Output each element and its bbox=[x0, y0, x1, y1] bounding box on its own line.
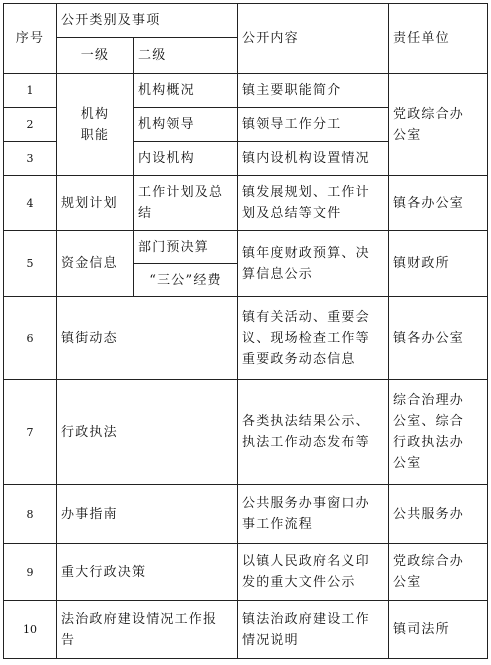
row-number: 10 bbox=[4, 601, 57, 659]
row-unit: 镇各办公室 bbox=[389, 176, 488, 231]
row-level1: 资金信息 bbox=[57, 231, 134, 297]
table-row bbox=[4, 380, 488, 485]
header-level1: 一级 bbox=[57, 38, 134, 74]
row-level1: 机构 职能 bbox=[57, 74, 134, 176]
row-category: 重大行政决策 bbox=[57, 544, 238, 601]
row-unit: 镇司法所 bbox=[389, 601, 488, 659]
row-category: 镇街动态 bbox=[57, 297, 238, 380]
row-level1: 规划计划 bbox=[57, 176, 134, 231]
header-category: 公开类别及事项 bbox=[57, 4, 238, 38]
row-level2-sub: “三公”经费 bbox=[134, 264, 238, 297]
row-number: 7 bbox=[4, 380, 57, 485]
row-number: 9 bbox=[4, 544, 57, 601]
row-number: 8 bbox=[4, 485, 57, 544]
row-level2: 机构概况 bbox=[134, 74, 238, 108]
row-unit: 镇财政所 bbox=[389, 231, 488, 297]
row-unit: 党政综合办 公室 bbox=[389, 544, 488, 601]
table-row bbox=[4, 601, 488, 659]
row-content: 镇年度财政预算、决 算信息公示 bbox=[238, 231, 389, 297]
row-unit: 公共服务办 bbox=[389, 485, 488, 544]
row-category: 行政执法 bbox=[57, 380, 238, 485]
row-content: 公共服务办事窗口办 事工作流程 bbox=[238, 485, 389, 544]
row-number: 1 bbox=[4, 74, 57, 108]
row-category: 办事指南 bbox=[57, 485, 238, 544]
row-content: 镇领导工作分工 bbox=[238, 108, 389, 142]
disclosure-table bbox=[3, 3, 488, 659]
table-row bbox=[4, 297, 488, 380]
header-no: 序号 bbox=[4, 4, 57, 74]
row-number: 5 bbox=[4, 231, 57, 297]
header-level2: 二级 bbox=[134, 38, 238, 74]
row-content: 各类执法结果公示、 执法工作动态发布等 bbox=[238, 380, 389, 485]
table-row bbox=[4, 74, 488, 108]
row-category: 法治政府建设情况工作报 告 bbox=[57, 601, 238, 659]
header-content: 公开内容 bbox=[238, 4, 389, 74]
row-unit: 党政综合办 公室 bbox=[389, 74, 488, 176]
row-content: 镇内设机构设置情况 bbox=[238, 142, 389, 176]
row-number: 4 bbox=[4, 176, 57, 231]
row-number: 3 bbox=[4, 142, 57, 176]
row-content: 以镇人民政府名义印 发的重大文件公示 bbox=[238, 544, 389, 601]
row-content: 镇主要职能简介 bbox=[238, 74, 389, 108]
row-content: 镇发展规划、工作计 划及总结等文件 bbox=[238, 176, 389, 231]
row-unit: 镇各办公室 bbox=[389, 297, 488, 380]
table-row bbox=[4, 485, 488, 544]
header-unit: 责任单位 bbox=[389, 4, 488, 74]
header-row bbox=[4, 4, 488, 38]
row-level2: 机构领导 bbox=[134, 108, 238, 142]
table-row bbox=[4, 544, 488, 601]
row-content: 镇有关活动、重要会 议、现场检查工作等 重要政务动态信息 bbox=[238, 297, 389, 380]
row-content: 镇法治政府建设工作 情况说明 bbox=[238, 601, 389, 659]
table-row bbox=[4, 176, 488, 231]
row-number: 2 bbox=[4, 108, 57, 142]
row-level2: 内设机构 bbox=[134, 142, 238, 176]
row-unit: 综合治理办 公室、综合 行政执法办 公室 bbox=[389, 380, 488, 485]
row-number: 6 bbox=[4, 297, 57, 380]
row-level2: 部门预决算 bbox=[134, 231, 238, 264]
table-row bbox=[4, 231, 488, 264]
row-level2: 工作计划及总 结 bbox=[134, 176, 238, 231]
